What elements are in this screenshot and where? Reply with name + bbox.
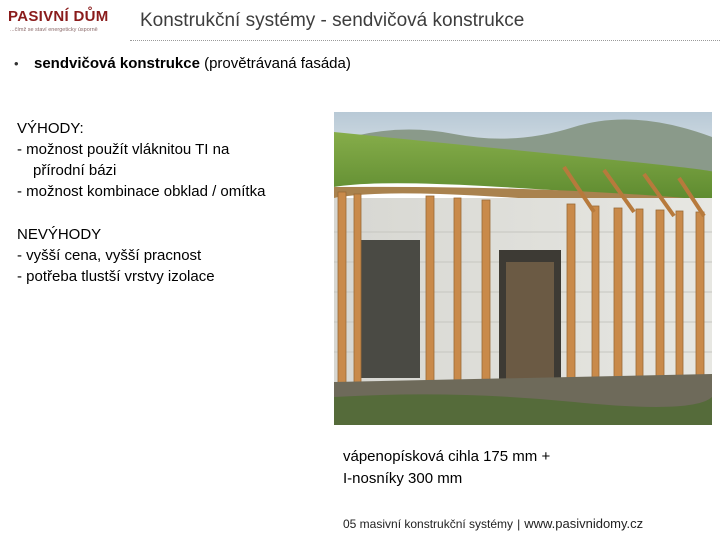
logo-text: PASIVNÍ DŮM <box>8 8 109 25</box>
bullet-icon: • <box>14 56 19 71</box>
bullet-item <box>14 55 351 72</box>
footer-separator: | <box>517 517 521 531</box>
logo-tagline: ...čímž se staví energeticky úsporně <box>10 27 98 33</box>
pros-block <box>17 118 265 202</box>
cons-block <box>17 224 215 287</box>
cons-heading: NEVÝHODY <box>17 226 102 243</box>
pros-line: - možnost použít vláknitou TI na <box>17 141 230 158</box>
bullet-bold-text: sendvičová konstrukce <box>34 55 200 72</box>
footer <box>343 516 643 531</box>
bullet-normal-text: (provětrávaná fasáda) <box>199 55 351 72</box>
page-title: Konstrukční systémy - sendvičová konstrukce <box>140 10 525 31</box>
construction-photo <box>334 112 712 425</box>
construction-photo-graphic <box>334 112 712 425</box>
caption-line: vápenopísková cihla 175 mm + <box>343 448 551 465</box>
pros-line: přírodní bázi <box>33 162 117 179</box>
pros-line: - možnost kombinace obklad / omítka <box>17 183 266 200</box>
pros-heading: VÝHODY: <box>17 120 84 137</box>
header-divider <box>130 40 720 41</box>
cons-line: - vyšší cena, vyšší pracnost <box>17 247 202 264</box>
caption-line: I-nosníky 300 mm <box>343 470 463 487</box>
logo <box>8 8 126 42</box>
cons-line: - potřeba tlustší vrstvy izolace <box>17 268 215 285</box>
footer-section-label: 05 masivní konstrukční systémy <box>343 517 514 531</box>
photo-caption <box>343 446 550 490</box>
footer-url-link[interactable]: www.pasivnidomy.cz <box>524 516 644 531</box>
